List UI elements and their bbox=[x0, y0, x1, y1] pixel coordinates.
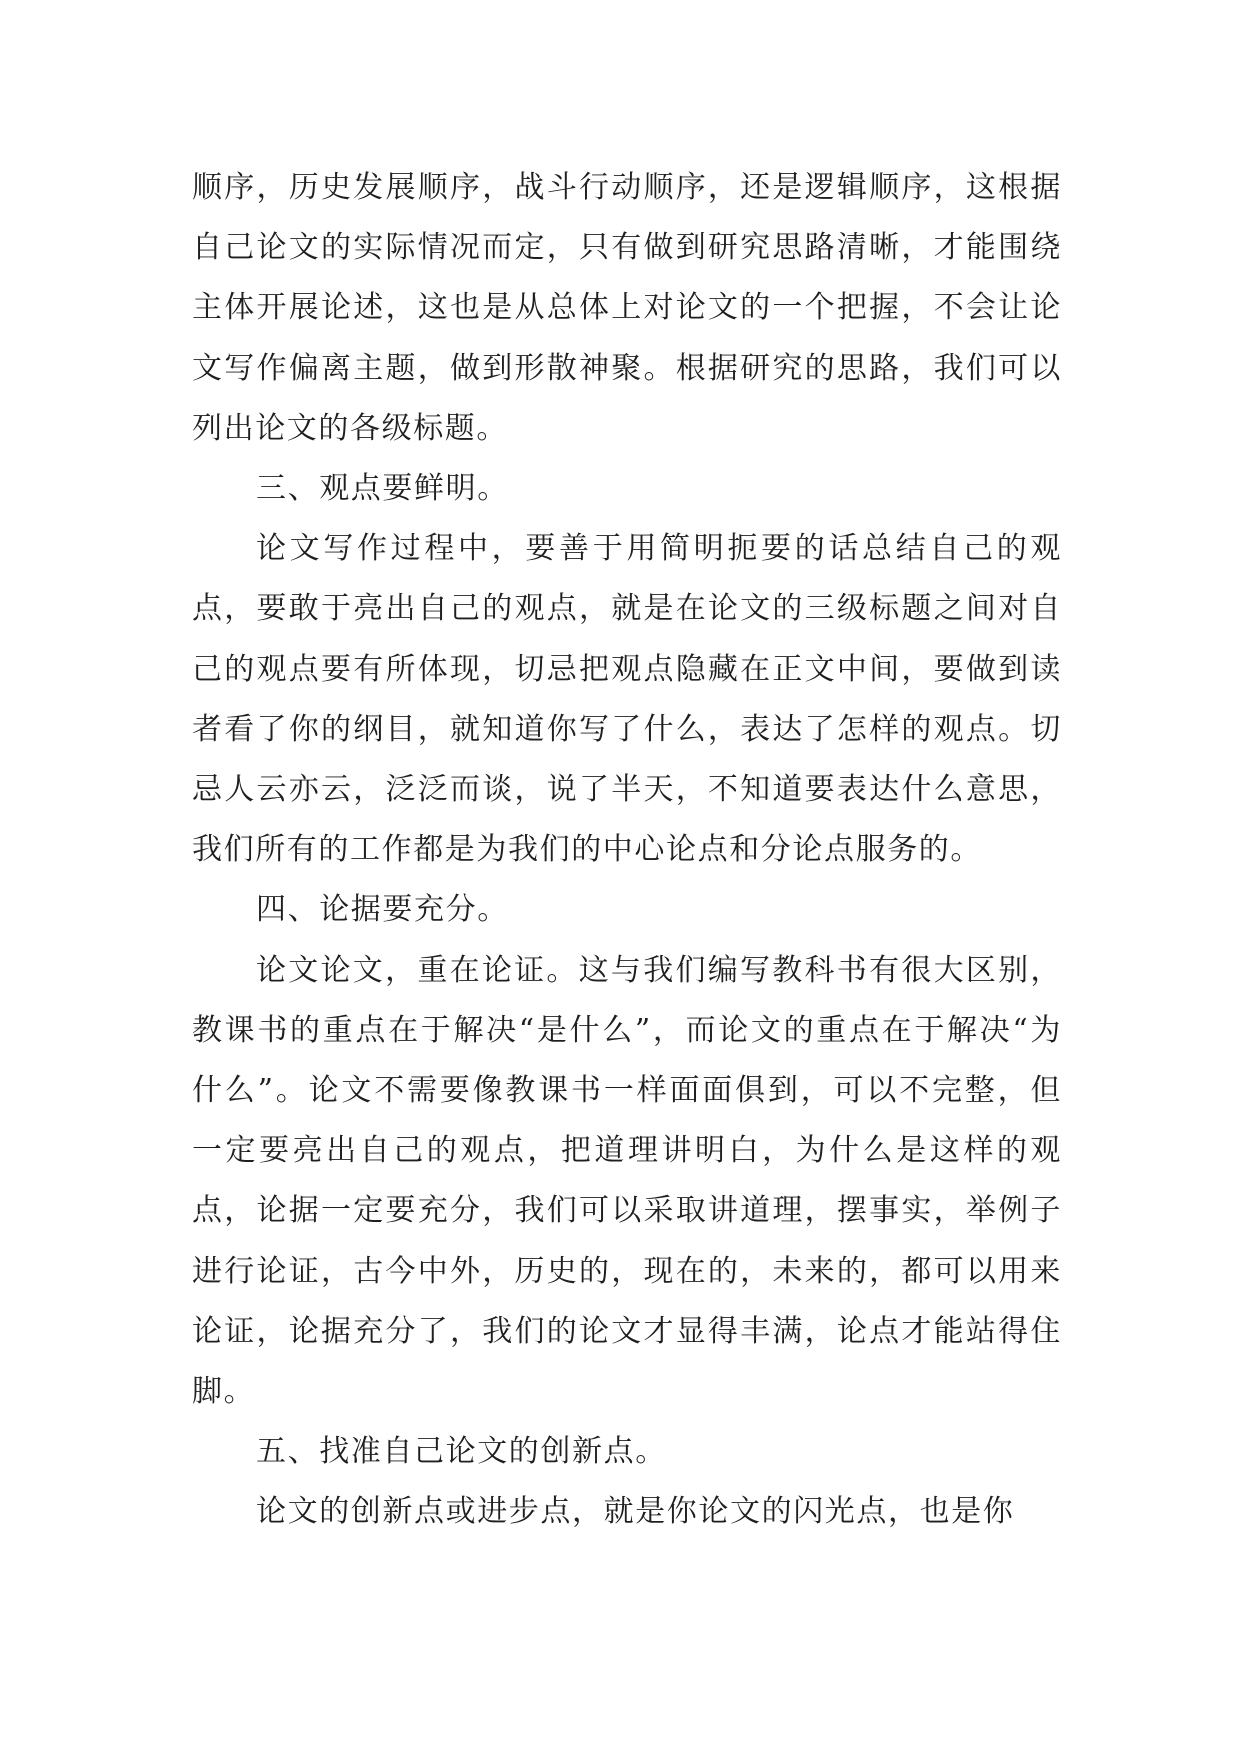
paragraph-viewpoint: 论文写作过程中，要善于用简明扼要的话总结自己的观点，要敢于亮出自己的观点，就是在论文的三级标题之间对自己的观点要有所体现，切忌把观点隐藏在正文中间，要做到读者看了你的纲目，就知道你写了什么，表达了怎样的观点。切忌人云亦云，泛泛而谈，说了半天，不知道要表达什么意思，我们所有的工作都是为我们的中心论点和分论点服务的。 bbox=[192, 531, 1062, 868]
heading-innovation-point: 五、找准自己论文的创新点。 bbox=[256, 1434, 667, 1470]
heading-viewpoint-clear: 三、观点要鲜明。 bbox=[256, 471, 509, 507]
document-body bbox=[192, 158, 1062, 1543]
paragraph-evidence: 论文论文，重在论证。这与我们编写教科书有很大区别，教课书的重点在于解决“是什么”，而论文的重点在于解决“为什么”。论文不需要像教课书一样面面俱到，可以不完整，但一定要亮出自己的观点，把道理讲明白，为什么是这样的观点，论据一定要充分，我们可以采取讲道理，摆事实，举例子进行论证，古今中外，历史的，现在的，未来的，都可以用来论证，论据充分了，我们的论文才显得丰满，论点才能站得住脚。 bbox=[192, 952, 1062, 1410]
paragraph-innovation: 论文的创新点或进步点，就是你论文的闪光点，也是你 bbox=[256, 1494, 1015, 1530]
paragraph-research-order: 顺序，历史发展顺序，战斗行动顺序，还是逻辑顺序，这根据自己论文的实际情况而定，只有做到研究思路清晰，才能围绕主体开展论述，这也是从总体上对论文的一个把握，不会让论文写作偏离主题，做到形散神聚。根据研究的思路，我们可以列出论文的各级标题。 bbox=[192, 170, 1062, 446]
heading-evidence-sufficient: 四、论据要充分。 bbox=[256, 892, 509, 928]
